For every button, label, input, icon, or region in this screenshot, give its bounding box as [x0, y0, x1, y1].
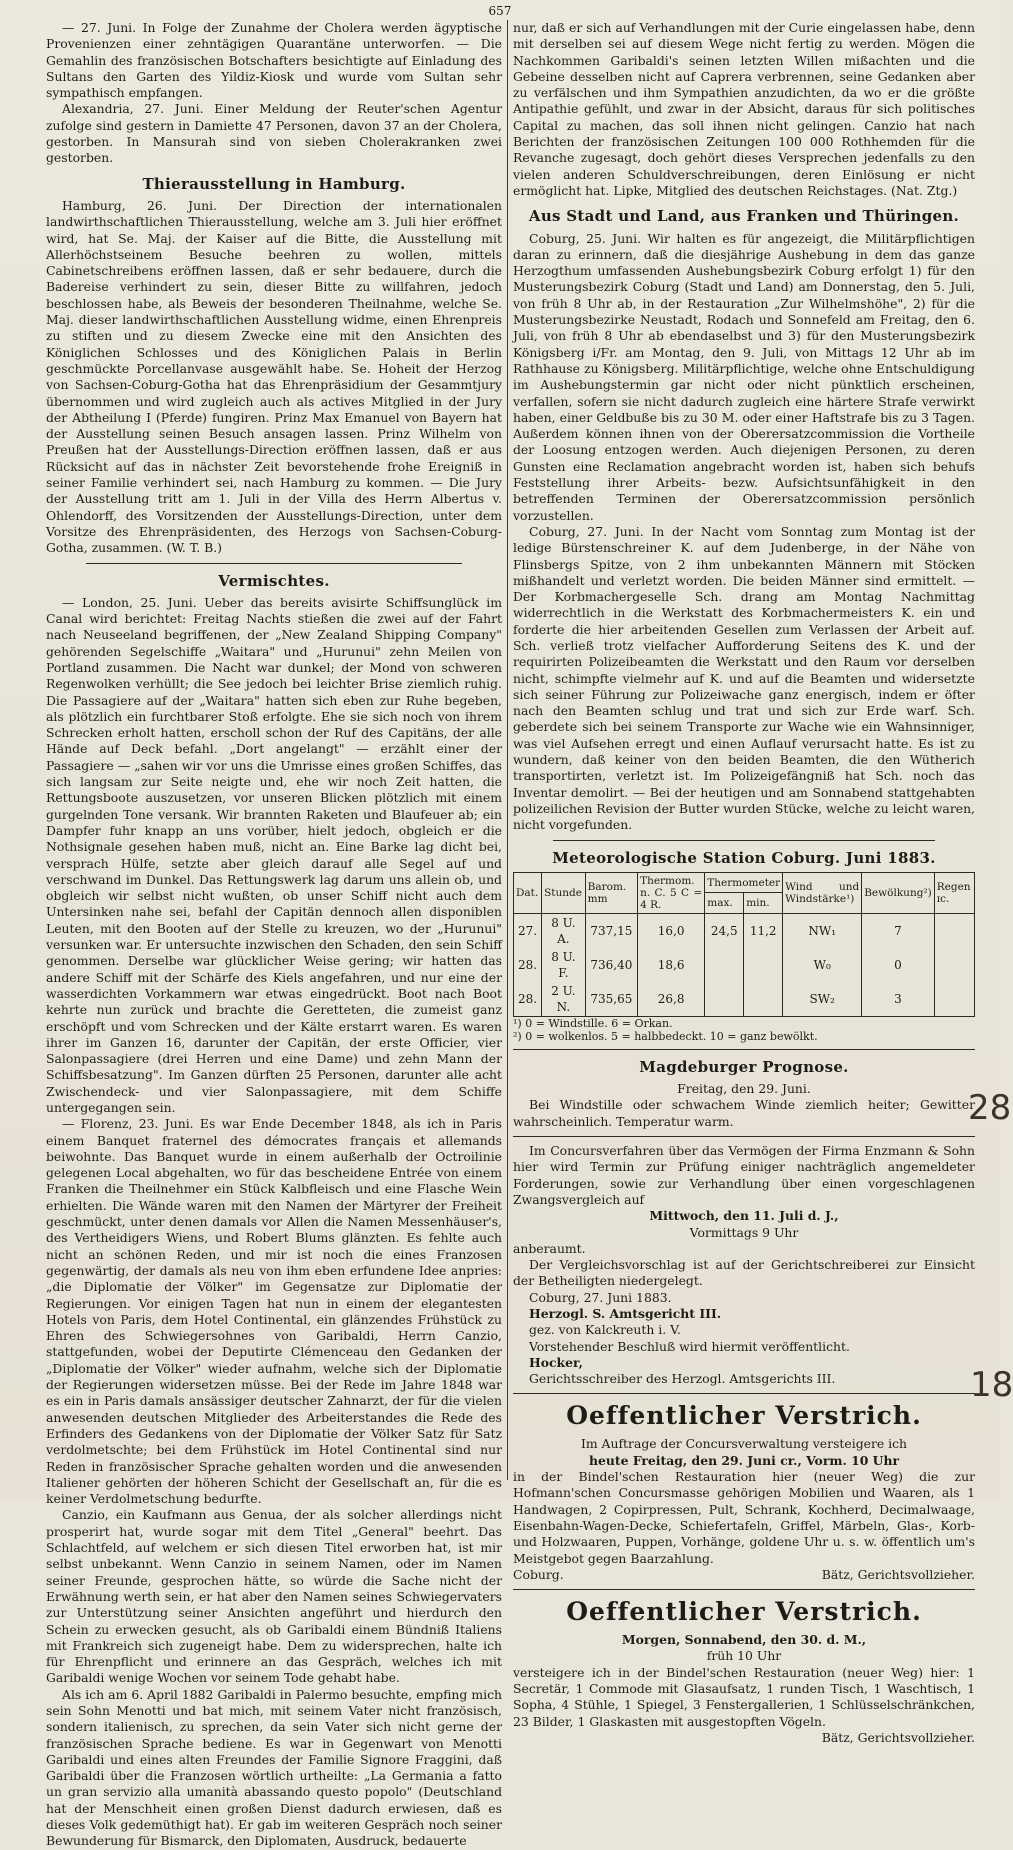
notice-concurs-date: Mittwoch, den 11. Juli d. J., [649, 1208, 839, 1224]
heading-magdeburger-prognose: Magdeburger Prognose. [639, 1057, 849, 1076]
col-header-barom: Barom. mm [585, 872, 637, 913]
table-row [514, 913, 975, 948]
col-header-thermom: Thermom. n. C. 5 C = 4 R. [638, 872, 705, 913]
cell-wind: W₀ [783, 948, 862, 982]
col-header-dat: Dat. [514, 872, 542, 913]
col-header-wind: Wind und Windstärke¹) [783, 872, 862, 913]
cell-dat: 27. [514, 913, 542, 948]
prognosis-text: Bei Windstille oder schwachem Winde ziemlich heiter; Gewitter wahrscheinlich. Temperatur warm. [513, 1097, 975, 1129]
auction1-text: in der Bindel'schen Restauration hier (neuer Weg) die zur Hofmann'schen Concursmasse gehörigen Mobilien und Waaren, als 1 Handwagen, 2 Copirpressen, Pult, Schrank, Kochherd, Decimalwaage, Eisenbahn-Wagen-Decke, Schiefertafeln, Griffel, Märbeln, Glas-, Korb- und Holzwaaren, Puppen, Vorhänge, goldene Uhr u. s. w. öffentlich um's Meistgebot gegen Baarzahlung. [513, 1469, 975, 1566]
column-divider [507, 20, 508, 1480]
notice-concurs-publish: Vorstehender Beschluß wird hiermit veröffentlicht. [529, 1338, 850, 1354]
col-header-stunde: Stunde [542, 872, 586, 913]
cell-barom: 736,40 [585, 948, 637, 982]
col-header-thermometer: Thermometer [705, 872, 783, 893]
cell-regen [934, 948, 974, 982]
table-row [514, 982, 975, 1017]
col-header-bewoelkung: Bewölkung²) [862, 872, 935, 913]
col-header-regen: Regen ɪc. [934, 872, 974, 913]
cell-regen [934, 982, 974, 1017]
notice-concurs-vergleich: Der Vergleichsvorschlag ist auf der Gerichtschreiberei zur Einsicht der Betheiligten niedergelegt. [513, 1257, 975, 1289]
cell-max: 24,5 [705, 913, 744, 948]
news-coburg-25: Coburg, 25. Juni. Wir halten es für angezeigt, die Militärpflichtigen daran zu erinnern, daß die diesjährige Aushebung in dem das ganze Herzogthum umfassenden Aushebungsbezirk Coburg erfolgt 1) für den Musterungsbezirk Coburg (Stadt und Land) am Donnerstag, den 5. Juli, von früh 8 Uhr ab, in der Restauration „Zur Wilhelmshöhe", 2) für die Musterungsbezirke Neustadt, Rodach und Sonnefeld am Freitag, den 6. Juli, von früh 8 Uhr ab ebendaselbst und 3) für den Musterungsbezirk Königsberg i/Fr. am Montag, den 9. Juli, von Mittags 12 Uhr ab im Rathhause zu Königsberg. Militärpflichtige, welche ohne Entschuldigung im Aushebungstermin gar nicht oder nicht pünktlich erscheinen, verfallen, sofern sie nicht dadurch zugleich eine härtere Strafe verwirkt haben, einer Geldbuße bis zu 30 M. oder einer Haftstrafe bis zu 3 Tagen. Außerdem können ihnen von der Oberersatzcommission die Vortheile der Loosung entzogen werden. Auch diejenigen Personen, zu deren Gunsten eine Reclamation angebracht worden ist, haben sich behufs Feststellung ihrer Arbeits- bezw. Aufsichtsunfähigkeit in den betreffenden Terminen der Oberersatzcommission persönlich vorzustellen. [513, 230, 975, 523]
notice-concurs-anberaumt: anberaumt. [513, 1240, 586, 1256]
cell-min [744, 948, 783, 982]
table-row [514, 948, 975, 982]
article-florenz: — Florenz, 23. Juni. Es war Ende December 1848, als ich in Paris einem Banquet fraternel des démocrates français et allemands beiwohnte. Das Banquet wurde in einem außerhalb der Octroilinie gelegenen Local abgehalten, wo für das bescheidene Entrée von einem Franken die Theilnehmer ein Stück Kalbfleisch und eine Flasche Wein erhielten. Die Wände waren mit den Namen der Märtyrer der Freiheit geschmückt, unter denen damals vor Allen die Namen Messenhäuser's, des Vertheidigers Wiens, und Robert Blums glänzten. Es fehlte auch nicht an schönen Reden, und mir ist noch die eines Franzosen gegenwärtig, der damals als neu von ihm eben erfundene Idee anpries: „die Diplomatie der Völker" im Gegensatze zur Diplomatie der Regierungen. Vor einigen Tagen hat nun in einem der elegantesten Hotels von Paris, dem Hotel Continental, ein glänzendes Frühstück zu Ehren des Schwiegersohnes von Garibaldi, Herrn Canzio, stattgefunden, wobei der Deputirte Clémenceau den Gedanken der „Diplomatie der Völker" wieder aufnahm, welche sich der Diplomatie der Regierungen widersetzen müsse. Bei der Rede im Jahre 1848 war es ein in Paris damals ansässiger deutscher Zahnarzt, der für die vielen anwesenden deutschen Mitglieder des Arbeiterstandes die Rede des Erfinders des Gedankens von der Diplomatie der Völker Satz für Satz verdolmetschte; bei dem Frühstück im Hotel Continental sind nur Reden in französischer Sprache gehalten worden und die anwesenden Italiener gehörten der höheren Schicht der Gesellschaft an, für die es keiner Verdolmetschung bedurfte. [46, 1116, 502, 1507]
news-constantinople: — 27. Juni. In Folge der Zunahme der Cholera werden ägyptische Provenienzen einer zehntägigen Quarantäne unterworfen. — Die Gemahlin des französischen Botschafters besichtigte auf Einladung des Sultans den Garten des Yildiz-Kiosk und wurde vom Sultan sehr sympathisch empfangen. [46, 20, 502, 101]
notice-concurs-intro: Im Concursverfahren über das Vermögen der Firma Enzmann & Sohn hier wird Termin zur Prüfung einiger nachträglich angemeldeter Forderungen, sowie zur Verhandlung über einen vorgeschlagenen Zwangsvergleich auf [513, 1143, 975, 1207]
auction1-date: heute Freitag, den 29. Juni cr., Vorm. 10 Uhr [589, 1452, 899, 1468]
col-header-max: max. [705, 893, 744, 914]
col-header-min: min. [744, 893, 783, 914]
cell-stunde: 2 U. N. [542, 982, 586, 1017]
heading-stadt-und-land: Aus Stadt und Land, aus Franken und Thüringen. [528, 207, 960, 226]
heading-meteorologische-station: Meteorologische Station Coburg. Juni 1883. [552, 848, 936, 867]
auction2-bailiff: Bätz, Gerichtsvollzieher. [821, 1729, 975, 1745]
handwritten-margin-mark: 18 [970, 1365, 1013, 1405]
cell-min: 11,2 [744, 913, 783, 948]
notice-concurs-signed: gez. von Kalckreuth i. V. [529, 1322, 681, 1338]
cell-bewoelkung: 0 [862, 948, 935, 982]
article-canzio: Canzio, ein Kaufmann aus Genua, der als solcher allerdings nicht prosperirt hat, wurde sogar mit dem Titel „General" beehrt. Das Schlachtfeld, auf welchem er sich diesen Titel erworben hat, ist mir selbst unbekannt. Wenn Canzio in seinem Namen, oder im Namen seiner Freunde, gesprochen hätte, so würde die Sache nicht der Erwähnung werth sein, er hat aber den Namen seines Schwiegervaters zur Unterstützung seiner Ansichten angeführt und hierdurch den Schein zu erwecken gesucht, als ob Garibaldi einem Bündniß Italiens mit Frankreich sich zugeneigt habe. Dem zu widersprechen, halte ich für Ehrenpflicht und erinnere an das Gespräch, welches ich mit Garibaldi wenige Wochen vor seinem Tode gehabt habe. [46, 1507, 502, 1686]
weather-footnote-wind: ¹) 0 = Windstille. 6 = Orkan. [513, 1016, 673, 1030]
news-alexandria: Alexandria, 27. Juni. Einer Meldung der Reuter'schen Agentur zufolge sind gestern in Damiette 47 Personen, davon 37 an der Cholera, gestorben. In Mansurah sind von sieben Cholerakranken zwei gestorben. [46, 101, 502, 166]
cell-min [744, 982, 783, 1017]
cell-dat: 28. [514, 948, 542, 982]
divider-rule [553, 840, 935, 841]
notice-concurs-place-date: Coburg, 27. Juni 1883. [529, 1289, 672, 1305]
right-column [513, 20, 975, 1745]
heading-oeffentlicher-verstrich-1: Oeffentlicher Verstrich. [566, 1401, 922, 1431]
news-coburg-27: Coburg, 27. Juni. In der Nacht vom Sonntag zum Montag ist der ledige Bürstenschreiner K. auf dem Judenberge, in der Nähe von Flinsbergs Spitze, von 2 ihm unbekannten Männern mit Stöcken mißhandelt und verletzt worden. Die beiden Männer sind ermittelt. — Der Korbmachergeselle Sch. drang am Montag Nachmittag widerrechtlich in die Werkstatt des Korbmachermeisters K. ein und forderte die hier arbeitenden Gesellen zum Verlassen der Arbeit auf. Sch. verließ trotz vielfacher Aufforderung Seitens des K. und der requirirten Polizeibeamten die Werkstatt und den Raum vor derselben nicht, schimpfte vielmehr auf K. und auf die Beamten und widersetzte sich seiner Führung zur Polizeiwache ganz energisch, indem er öfter nach den Beamten schlug und trat und sich zur Erde warf. Sch. geberdete sich bei seinem Transporte zur Wache wie ein Wahnsinniger, was viel Aufsehen erregt und einen Auflauf verursacht hatte. Es ist zu wundern, daß keiner von den beiden Beamten, die den Wütherich transportirten, verletzt ist. Im Polizeigefängniß hat Sch. noch das Inventar demolirt. — Bei der heutigen und am Sonnabend stattgehabten polizeilichen Revision der Butter wurden Stücke, welche zu leicht waren, nicht vorgefunden. [513, 523, 975, 833]
auction1-intro: Im Auftrage der Concursverwaltung versteigere ich [580, 1436, 908, 1452]
left-column [46, 20, 502, 1849]
cell-wind: SW₂ [783, 982, 862, 1017]
auction1-signature [513, 1567, 975, 1583]
divider-rule [513, 1049, 975, 1050]
notice-concurs-clerk-role: Gerichtsschreiber des Herzogl. Amtsgerichts III. [529, 1371, 836, 1387]
prognosis-date: Freitag, den 29. Juni. [677, 1081, 811, 1097]
auction2-text: versteigere ich in der Bindel'schen Restauration (neuer Weg) hier: 1 Secretär, 1 Commode mit Glasaufsatz, 1 runden Tisch, 1 Waschtisch, 1 Sopha, 4 Stühle, 1 Spiegel, 3 Fenstergallerien, 1 Schlüsselschränkchen, 23 Bilder, 1 Glaskasten mit ausgestopften Vögeln. [513, 1664, 975, 1729]
cell-dat: 28. [514, 982, 542, 1017]
page-number: 657 [488, 4, 512, 18]
cell-stunde: 8 U. A. [542, 913, 586, 948]
handwritten-margin-mark: 28 [968, 1088, 1012, 1128]
article-hamburg: Hamburg, 26. Juni. Der Direction der internationalen landwirthschaftlichen Thierausstellung, welche am 3. Juli hier eröffnet wird, hat Se. Maj. der Kaiser auf die Bitte, die Ausstellung mit Allerhöchstseinem Besuche beehren zu wollen, mittels Cabinetschreibens eröffnen lassen, daß er sehr bedauere, durch die Badereise verhindert zu sein, dieser Bitte zu willfahren, jedoch beschlossen habe, als Beweis der besonderen Theilnahme, welche Se. Maj. dieser landwirthschaftlichen Ausstellung widme, einen Ehrenpreis zu stiften und zu diesem Zwecke eine mit den Ansichten des Königlichen Schlosses und des Königlichen Palais in Berlin geschmückte Porcellanvase ausgewählt habe. Se. Hoheit der Herzog von Sachsen-Coburg-Gotha hat das Ehrenpräsidium der Gesammtjury übernommen und wird zugleich auch als actives Mitglied in der Jury der Abtheilung I (Pferde) fungiren. Prinz Max Emanuel von Bayern hat der Ausstellung seinen Besuch ansagen lassen. Prinz Wilhelm von Preußen hat der Ausstellungs-Direction eröffnen lassen, daß er aus Rücksicht auf das in nächster Zeit bevorstehende frohe Ereigniß in seiner Familie verhindert sei, nach Hamburg zu kommen. — Die Jury der Ausstellung tritt am 1. Juli in der Villa des Herrn Albertus v. Ohlendorff, des Vorsitzenden der Ausstellungs-Direction, unter dem Vorsitze des Ehrenpräsidenten, des Herzogs von Sachsen-Coburg-Gotha, zusammen. (W. T. B.) [46, 197, 502, 556]
heading-oeffentlicher-verstrich-2: Oeffentlicher Verstrich. [566, 1597, 922, 1627]
cell-thermom: 18,6 [638, 948, 705, 982]
cell-max [705, 982, 744, 1017]
article-garibaldi-continued: nur, daß er sich auf Verhandlungen mit der Curie eingelassen habe, denn mit derselben sei auf diesem Wege nicht fertig zu werden. Mögen die Nachkommen Garibaldi's seinen letzten Willen mißachten und die Gebeine desselben nicht auf Caprera verbrennen, seine Gedanken aber zu verfälschen und ihm Sympathien anzudichten, da wo er die größte Antipathie gefühlt, und zwar in der Absicht, daraus für sich politisches Capital zu machen, das soll ihnen nicht gelingen. Canzio hat nach Berichten der französischen Zeitungen 100 000 Rothhemden für die Revanche zugesagt, doch gehört dieses Versprechen jedenfalls zu den vielen anderen Schuldverschreibungen, deren Einlösung er nicht ermöglicht hat. Lipke, Mitglied des deutschen Reichstages. (Nat. Ztg.) [513, 20, 975, 198]
divider-rule [513, 1589, 975, 1590]
auction2-time: früh 10 Uhr [706, 1648, 782, 1664]
divider-rule [513, 1136, 975, 1137]
notice-concurs-time: Vormittags 9 Uhr [689, 1224, 799, 1240]
cell-max [705, 948, 744, 982]
cell-wind: NW₁ [783, 913, 862, 948]
cell-thermom: 16,0 [638, 913, 705, 948]
cell-barom: 737,15 [585, 913, 637, 948]
notice-concurs-clerk-name: Hocker, [529, 1354, 583, 1370]
cell-bewoelkung: 3 [862, 982, 935, 1017]
auction1-place: Coburg. [513, 1566, 564, 1582]
auction2-date: Morgen, Sonnabend, den 30. d. M., [621, 1632, 867, 1648]
cell-regen [934, 913, 974, 948]
cell-stunde: 8 U. F. [542, 948, 586, 982]
auction1-bailiff: Bätz, Gerichtsvollzieher. [821, 1566, 975, 1582]
weather-footnote-clouds: ²) 0 = wolkenlos. 5 = halbbedeckt. 10 = ganz bewölkt. [513, 1029, 818, 1043]
heading-vermischtes: Vermischtes. [218, 571, 330, 590]
cell-thermom: 26,8 [638, 982, 705, 1017]
cell-barom: 735,65 [585, 982, 637, 1017]
heading-thierausstellung: Thierausstellung in Hamburg. [142, 174, 406, 193]
article-london: — London, 25. Juni. Ueber das bereits avisirte Schiffsunglück im Canal wird berichtet: Freitag Nachts stießen die zwei auf der Fahrt nach Neuseeland begriffenen, der „New Zealand Shipping Company" gehörenden Segelschiffe „Waitara" und „Hurunui" zehn Meilen von Portland zusammen. Die Nacht war dunkel; der Mond von schweren Regenwolken verhüllt; die See jedoch bei leichter Brise ziemlich ruhig. Die Passagiere auf der „Waitara" hatten sich eben zur Ruhe begeben, als plötzlich ein furchtbarer Stoß erfolgte. Ehe sie sich noch von ihrem Schrecken erholt hatten, erscholl schon der Ruf des Capitäns, der alle Hände auf Deck befahl. „Dort angelangt" — erzählt einer der Passagiere — „sahen wir vor uns die Umrisse eines großen Schiffes, das sich langsam zur Seite neigte und, ehe wir noch Zeit hatten, die Rettungsboote auszusetzen, vor unseren Blicken plötzlich mit einem gurgelnden Tone versank. Wir brannten Raketen und Blaufeuer ab; ein Dampfer fuhr knapp an uns vorüber, hielt jedoch, obgleich er die Nothsignale gesehen haben muß, nicht an. Eine Barke lag dicht bei, versprach Hülfe, setzte aber gleich darauf alle Segel auf und verschwand im Dunkel. Das Rettungswerk lag darum uns allein ob, und obgleich wir selbst nicht wußten, ob unser Schiff nicht auch dem Untersinken nahe sei, befahl der Capitän dennoch allen disponiblen Leuten, mit den Booten auf der Stelle zu kreuzen, wo der „Hurunui" versunken war. Er untersuchte inzwischen den Schaden, den sein Schiff genommen. Derselbe war glücklicher Weise gering; wir hatten das andere Schiff mit der Schärfe des Kiels angefahren, und nur eine der wasserdichten Vorkammern war etwas eingedrückt. Boot nach Boot kehrte nun zurück und brachte die Geretteten, die zumeist ganz erschöpft und vom Schrecken und der Kälte erstarrt waren. Es waren ihrer im Ganzen 16, darunter der Capitän, der erste Officier, vier Salonpassagiere (drei Herren und eine Dame) und zehn Mann der Schiffsbesatzung". Im Ganzen dürften 25 Personen, darunter alle acht Zwischendeck- und vier Salonpassagiere, mit dem Schiffe untergegangen sein. [46, 594, 502, 1115]
divider-rule [513, 1393, 975, 1394]
article-garibaldi: Als ich am 6. April 1882 Garibaldi in Palermo besuchte, empfing mich sein Sohn Menotti und bat mich, mit seinem Vater nicht französisch, sondern italienisch, zu sprechen, da sein Vater sich nicht gerne der französischen Sprache bediene. Es war in Gegenwart von Menotti Garibaldi und eines alten Freundes der Familie Signore Fraggini, daß Garibaldi über die Franzosen wörtlich urtheilte: „La Germania a fatto un gran servizio alla umanità abassando questo popolo" (Deutschland hat der Menschheit einen großen Dienst dadurch erwiesen, daß es dieses Volk gedemüthigt hat). Er gab im weiteren Gespräch noch seiner Bewunderung für Bismarck, den Diplomaten, Ausdruck, bedauerte [46, 1686, 502, 1849]
weather-table [513, 872, 975, 1017]
notice-concurs-court: Herzogl. S. Amtsgericht III. [529, 1306, 722, 1321]
divider-rule [86, 563, 462, 564]
cell-bewoelkung: 7 [862, 913, 935, 948]
